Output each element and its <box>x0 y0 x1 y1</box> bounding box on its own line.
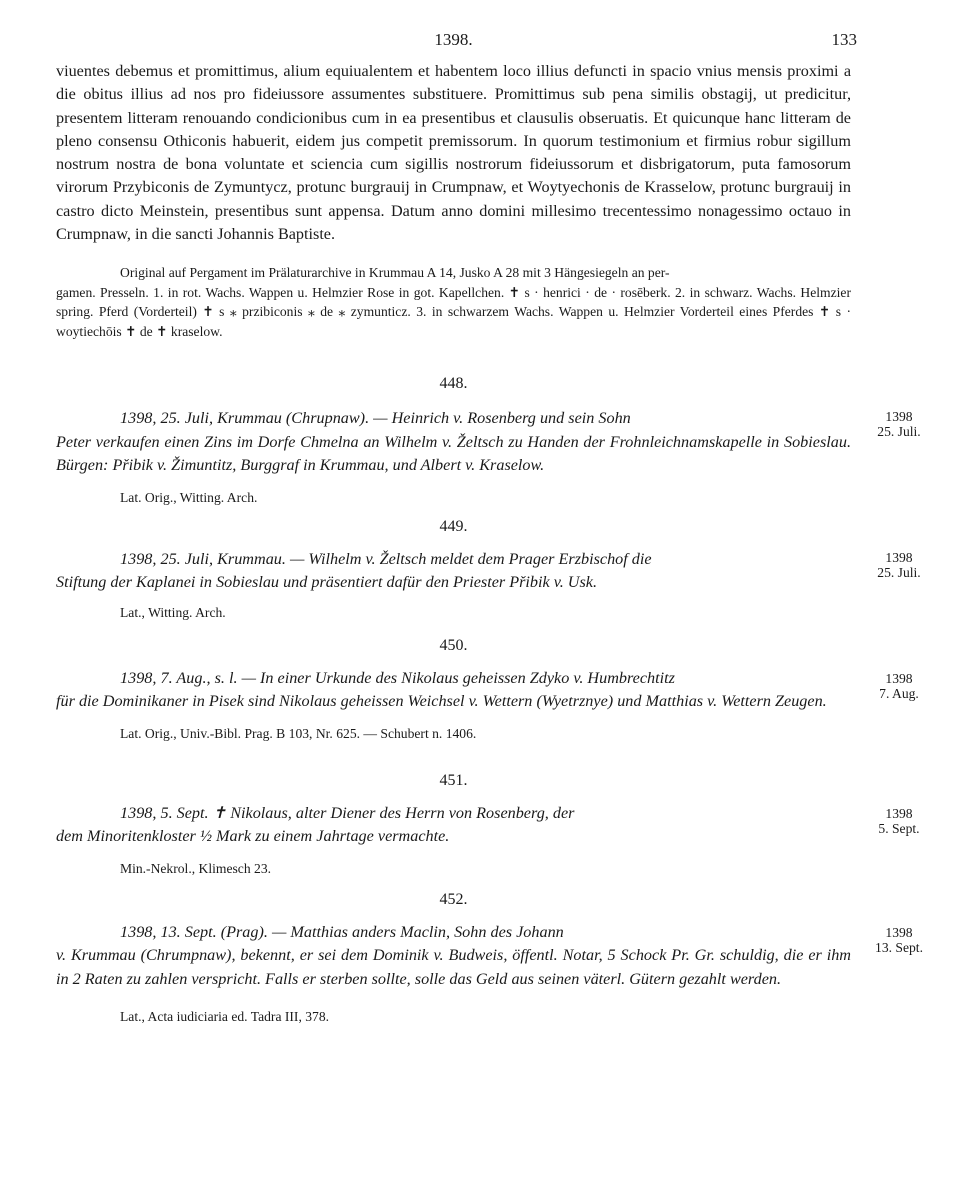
margin-year: 1398 <box>885 549 913 565</box>
entry-449 <box>56 517 921 621</box>
entry-number: 450. <box>439 636 468 654</box>
margin-date <box>864 671 934 701</box>
entry-source: Lat. Orig., Univ.-Bibl. Prag. B 103, Nr. 625. — Schubert n. 1406. <box>120 725 477 741</box>
seal-note-rest: gamen. Presseln. 1. in rot. Wachs. Wappen u. Helmzier Rose in got. Kapellchen. ✝ s · henrici · de · rosēberk. 2. in schwarz. Wachs. Helmzier spring. Pferd (Vorderteil) ✝ s ⁎ przibiconis ⁎ de ⁎ zymunticz. 3. in schwarzem Wachs. Wappen u. Helmzier Vorderteil eines Pferdes ✝ s · woytiechōis ✝ de ✝ kraselow. <box>56 284 851 339</box>
entry-text: dem Minoritenkloster ½ Mark zu einem Jahrtage vermachte. <box>56 827 450 846</box>
margin-year: 1398 <box>885 805 913 821</box>
margin-date <box>864 550 934 580</box>
entry-451 <box>56 771 920 877</box>
margin-day: 25. Juli. <box>877 424 921 440</box>
seal-note-first-line: Original auf Pergament im Prälaturarchive in Krummau A 14, Jusko A 28 mit 3 Hängesiegeln an per- <box>120 265 670 281</box>
entry-450 <box>56 636 919 742</box>
entry-source: Lat. Orig., Witting. Arch. <box>120 489 258 505</box>
entry-number: 451. <box>439 771 468 789</box>
entry-lead: 1398, 25. Juli, Krummau (Chrupnaw). — Heinrich v. Rosenberg und sein Sohn <box>120 409 631 428</box>
running-head-year: 1398. <box>434 30 473 49</box>
main-paragraph: viuentes debemus et promittimus, alium equiualentem et habentem loco illius defuncti in spacio vnius mensis proximi a die obitus illius ad nos pro fideiussore assumentes substituere. Promittimus sub pena similis obstagij, ut predicitur, presentem litteram renouando condicionibus cum in ea presentibus et clausulis obseruatis. Et quicunque hanc litteram de pleno consensu Othiconis habuerit, eidem jus competit premissorum. In quorum testimonium et firmius robur sigillum nostrum nostra de bona voluntate et sciencia cum sigillis nostrorum fideiussorum et disbrigatorum, puta famosorum virorum Przybiconis de Zymuntycz, protunc burgrauij in Crumpnaw, et Woytyechonis de Krasselow, protunc burgrauij in castro dicto Meinstein, presentibus sunt appensa. Datum anno domini millesimo trecentessimo nonagessimo octauo in Crumpnaw, in die sancti Johannis Baptiste. <box>56 62 851 244</box>
entry-regest <box>56 802 851 849</box>
entry-regest <box>56 667 851 714</box>
entry-448 <box>56 375 921 506</box>
entry-452 <box>56 890 923 1026</box>
entry-regest <box>56 921 851 992</box>
page-header <box>56 30 857 60</box>
entry-regest <box>56 548 851 595</box>
entry-text: Peter verkaufen einen Zins im Dorfe Chmelna an Wilhelm v. Želtsch zu Handen der Frohnleichnamskapelle in Sobieslau. Bürgen: Přibik v. Žimuntitz, Burggraf in Krummau, und Albert v. Kraselow. <box>56 432 851 475</box>
entry-number: 449. <box>439 517 468 535</box>
margin-day: 5. Sept. <box>878 820 920 836</box>
entry-text: v. Krummau (Chrumpnaw), bekennt, er sei dem Dominik v. Budweis, öffentl. Notar, 5 Schock Pr. Gr. schuldig, die er ihm in 2 Raten zu zahlen verspricht. Falls er sterben sollte, solle das Geld aus seinen väterl. Gütern gezahlt werden. <box>56 946 851 988</box>
entry-lead: 1398, 5. Sept. ✝ Nikolaus, alter Diener des Herrn von Rosenberg, der <box>120 803 575 822</box>
entry-lead: 1398, 7. Aug., s. l. — In einer Urkunde des Nikolaus geheissen Zdyko v. Humbrechtitz <box>120 668 675 687</box>
margin-day: 7. Aug. <box>879 685 919 701</box>
margin-date <box>864 806 934 836</box>
entry-lead: 1398, 25. Juli, Krummau. — Wilhelm v. Želtsch meldet dem Prager Erzbischof die <box>120 549 652 568</box>
entry-text: für die Dominikaner in Pisek sind Nikolaus geheissen Weichsel v. Wettern (Wyetrznye) und Matthias v. Wettern Zeugen. <box>56 692 827 711</box>
document-page <box>56 30 923 1025</box>
margin-year: 1398 <box>885 924 913 940</box>
margin-day: 13. Sept. <box>875 939 923 955</box>
entry-number: 452. <box>439 890 468 908</box>
entry-regest <box>56 407 851 478</box>
page-number: 133 <box>831 30 857 49</box>
margin-year: 1398 <box>885 409 913 425</box>
margin-date <box>864 925 934 955</box>
entry-lead: 1398, 13. Sept. (Prag). — Matthias anders Maclin, Sohn des Johann <box>120 922 564 941</box>
entry-source: Min.-Nekrol., Klimesch 23. <box>120 860 272 876</box>
entry-source: Lat., Acta iudiciaria ed. Tadra III, 378. <box>120 1009 330 1025</box>
seal-note <box>56 263 851 341</box>
entry-number: 448. <box>439 375 468 393</box>
margin-year: 1398 <box>885 670 913 686</box>
margin-date <box>864 409 934 439</box>
margin-day: 25. Juli. <box>877 564 921 580</box>
entry-text: Stiftung der Kaplanei in Sobieslau und präsentiert dafür den Priester Přibik v. Usk. <box>56 573 598 592</box>
entry-source: Lat., Witting. Arch. <box>120 604 226 620</box>
